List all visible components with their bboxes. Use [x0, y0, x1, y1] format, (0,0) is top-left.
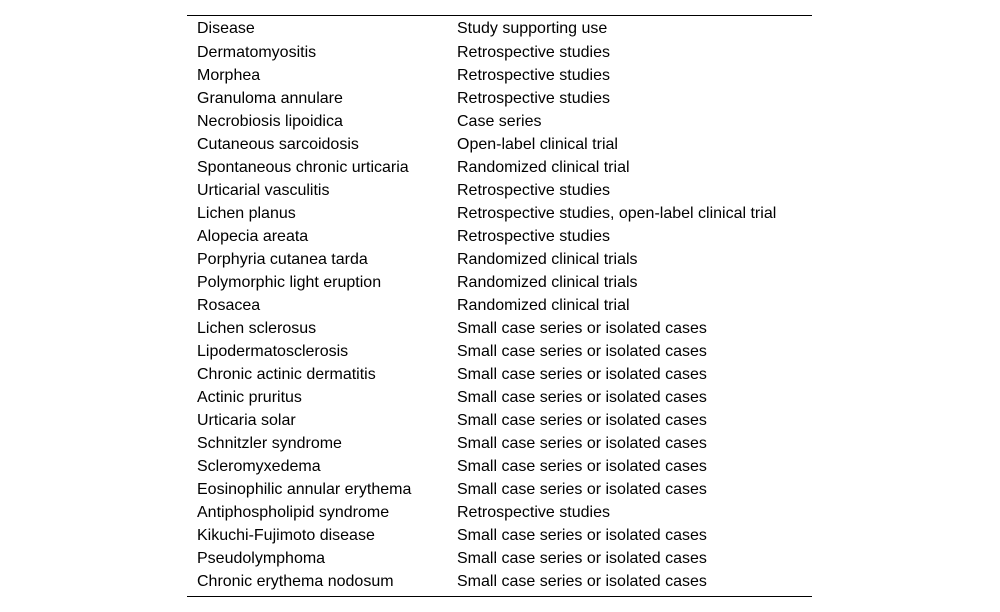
table-row: [187, 501, 812, 524]
disease-cell: Urticarial vasculitis: [197, 182, 330, 199]
table-row: [187, 478, 812, 501]
table-row: [187, 455, 812, 478]
table-row: [187, 570, 812, 597]
disease-cell: Rosacea: [197, 297, 261, 314]
study-cell: Small case series or isolated cases: [457, 435, 707, 452]
table-row: [187, 202, 812, 225]
study-cell: Retrospective studies: [457, 44, 610, 61]
table-row: [187, 41, 812, 64]
table-row: [187, 271, 812, 294]
disease-cell: Urticaria solar: [197, 412, 296, 429]
study-cell: Retrospective studies: [457, 228, 610, 245]
disease-cell: Necrobiosis lipoidica: [197, 113, 343, 130]
table-row: [187, 432, 812, 455]
disease-cell: Spontaneous chronic urticaria: [197, 159, 409, 176]
table-row: [187, 409, 812, 432]
study-cell: Small case series or isolated cases: [457, 481, 707, 498]
table-row: [187, 248, 812, 271]
study-cell: Open-label clinical trial: [457, 136, 618, 153]
disease-cell: Dermatomyositis: [197, 44, 317, 61]
disease-cell: Alopecia areata: [197, 228, 309, 245]
disease-cell: Schnitzler syndrome: [197, 435, 342, 452]
study-cell: Retrospective studies: [457, 67, 610, 84]
study-cell: Small case series or isolated cases: [457, 366, 707, 383]
table-row: [187, 156, 812, 179]
disease-cell: Porphyria cutanea tarda: [197, 251, 368, 268]
study-cell: Retrospective studies, open-label clinical trial: [457, 205, 777, 222]
study-cell: Small case series or isolated cases: [457, 573, 707, 590]
table-row: [187, 110, 812, 133]
disease-cell: Lichen sclerosus: [197, 320, 317, 337]
disease-cell: Lichen planus: [197, 205, 296, 222]
disease-cell: Chronic erythema nodosum: [197, 573, 394, 590]
study-cell: Small case series or isolated cases: [457, 320, 707, 337]
table-row: [187, 524, 812, 547]
table-row: [187, 179, 812, 202]
disease-cell: Eosinophilic annular erythema: [197, 481, 412, 498]
table-row: [187, 133, 812, 156]
disease-cell: Kikuchi-Fujimoto disease: [197, 527, 375, 544]
study-cell: Randomized clinical trials: [457, 251, 638, 268]
disease-cell: Antiphospholipid syndrome: [197, 504, 390, 521]
header-disease: Disease: [197, 20, 255, 37]
disease-cell: Morphea: [197, 67, 261, 84]
table-row: [187, 317, 812, 340]
header-study: Study supporting use: [457, 20, 608, 37]
table-row: [187, 225, 812, 248]
study-cell: Small case series or isolated cases: [457, 550, 707, 567]
study-cell: Retrospective studies: [457, 504, 610, 521]
table-row: [187, 386, 812, 409]
disease-cell: Chronic actinic dermatitis: [197, 366, 376, 383]
disease-cell: Polymorphic light eruption: [197, 274, 382, 291]
disease-cell: Cutaneous sarcoidosis: [197, 136, 359, 153]
study-cell: Small case series or isolated cases: [457, 458, 707, 475]
table-row: [187, 64, 812, 87]
disease-cell: Pseudolymphoma: [197, 550, 326, 567]
table-header-row: [187, 16, 812, 42]
table-row: [187, 340, 812, 363]
study-cell: Small case series or isolated cases: [457, 527, 707, 544]
disease-study-table: [187, 15, 812, 597]
study-cell: Small case series or isolated cases: [457, 412, 707, 429]
study-cell: Retrospective studies: [457, 182, 610, 199]
disease-cell: Actinic pruritus: [197, 389, 302, 406]
study-cell: Randomized clinical trials: [457, 274, 638, 291]
study-cell: Small case series or isolated cases: [457, 343, 707, 360]
table-row: [187, 547, 812, 570]
study-cell: Retrospective studies: [457, 90, 610, 107]
disease-cell: Lipodermatosclerosis: [197, 343, 349, 360]
disease-study-table-container: [187, 15, 812, 597]
study-cell: Randomized clinical trial: [457, 297, 630, 314]
table-body: [187, 16, 812, 597]
study-cell: Randomized clinical trial: [457, 159, 630, 176]
disease-cell: Scleromyxedema: [197, 458, 321, 475]
table-row: [187, 294, 812, 317]
table-row: [187, 363, 812, 386]
table-row: [187, 87, 812, 110]
study-cell: Case series: [457, 113, 542, 130]
study-cell: Small case series or isolated cases: [457, 389, 707, 406]
disease-cell: Granuloma annulare: [197, 90, 343, 107]
